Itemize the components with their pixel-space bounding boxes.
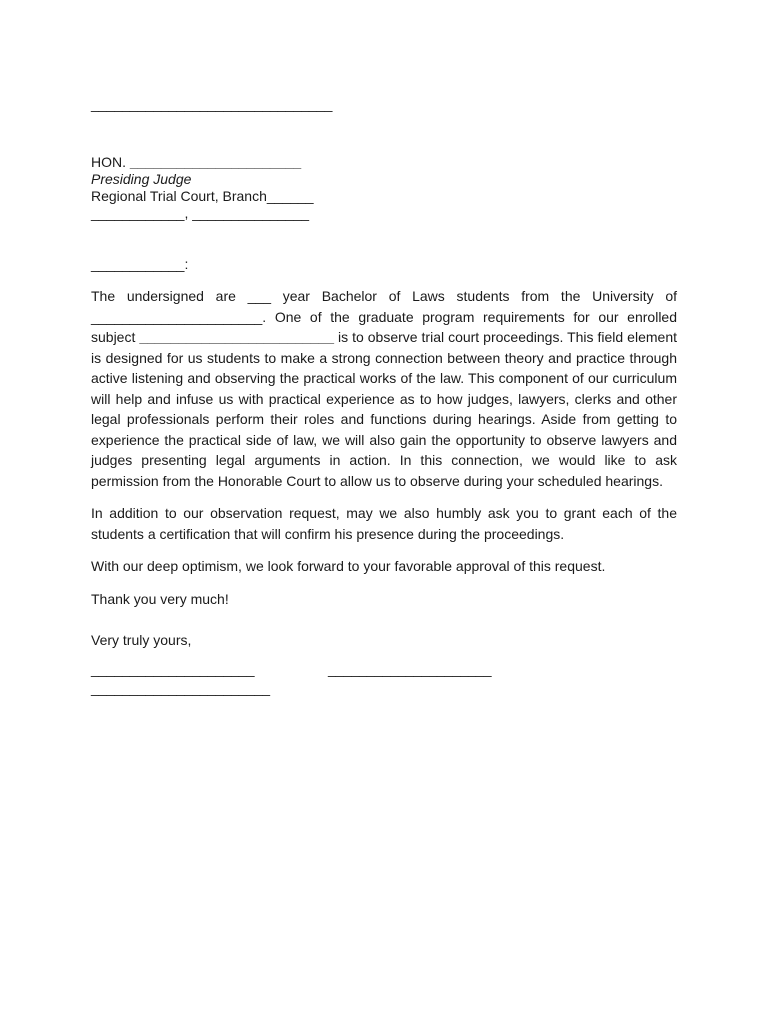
- thanks-line: Thank you very much!: [91, 590, 229, 607]
- letter-body: [91, 96, 677, 697]
- addressee-block: [91, 154, 677, 222]
- court-prefix: Regional Trial Court, Branch: [91, 188, 267, 204]
- subject-blank: _________________________: [139, 329, 334, 345]
- paragraph-optimism: With our deep optimism, we look forward to your favorable approval of this request.: [91, 558, 606, 574]
- p1-part1: The undersigned are: [91, 288, 248, 304]
- hon-line: [91, 154, 677, 171]
- paragraph-request: [91, 286, 677, 491]
- judge-name-blank: ______________________: [129, 154, 302, 170]
- salutation-blank: ____________: [91, 256, 185, 272]
- judge-title: Presiding Judge: [91, 171, 192, 187]
- signature-blank-1: _____________________: [91, 661, 255, 677]
- p1-part3: . One of the graduate program requirements for our enrolled subject: [91, 308, 677, 345]
- hon-prefix: HON.: [91, 154, 130, 170]
- closing-line: Very truly yours,: [91, 632, 192, 648]
- city-blank: ____________: [91, 205, 185, 221]
- branch-blank: ______: [266, 188, 314, 204]
- date-blank: _______________________________: [91, 96, 333, 112]
- salutation: [91, 256, 677, 273]
- signature-blank-3: _______________________: [91, 680, 271, 696]
- paragraph-certification: In addition to our observation request, may we also humbly ask you to grant each of the students a certification that will confirm his presence during the proceedings.: [91, 505, 677, 542]
- salutation-colon: :: [184, 256, 189, 272]
- location-line: [91, 205, 677, 222]
- signature-blank-2: _____________________: [328, 661, 492, 677]
- university-blank: ______________________: [91, 308, 263, 325]
- signature-row: [91, 661, 677, 678]
- p1-part2: year Bachelor of Laws students from the University of: [271, 288, 677, 304]
- location-separator: ,: [184, 205, 193, 221]
- p1-part4: is to observe trial court proceedings. This field element is designed for us students to make a strong connection between theory and practice through active listening and observing the practical works of the law. This component of our curriculum will help and infuse us with practical experience as to how judges, lawyers, clerks and other legal professionals perform their roles and functions during hearings. Aside from getting to experience the practical side of law, we will also gain the opportunity to observe lawyers and judges presenting legal arguments in action. In this connection, we would like to ask permission from the Honorable Court to allow us to observe during your scheduled hearings.: [91, 329, 677, 489]
- year-blank: ___: [247, 288, 271, 304]
- court-line: [91, 188, 677, 205]
- province-blank: _______________: [192, 205, 310, 221]
